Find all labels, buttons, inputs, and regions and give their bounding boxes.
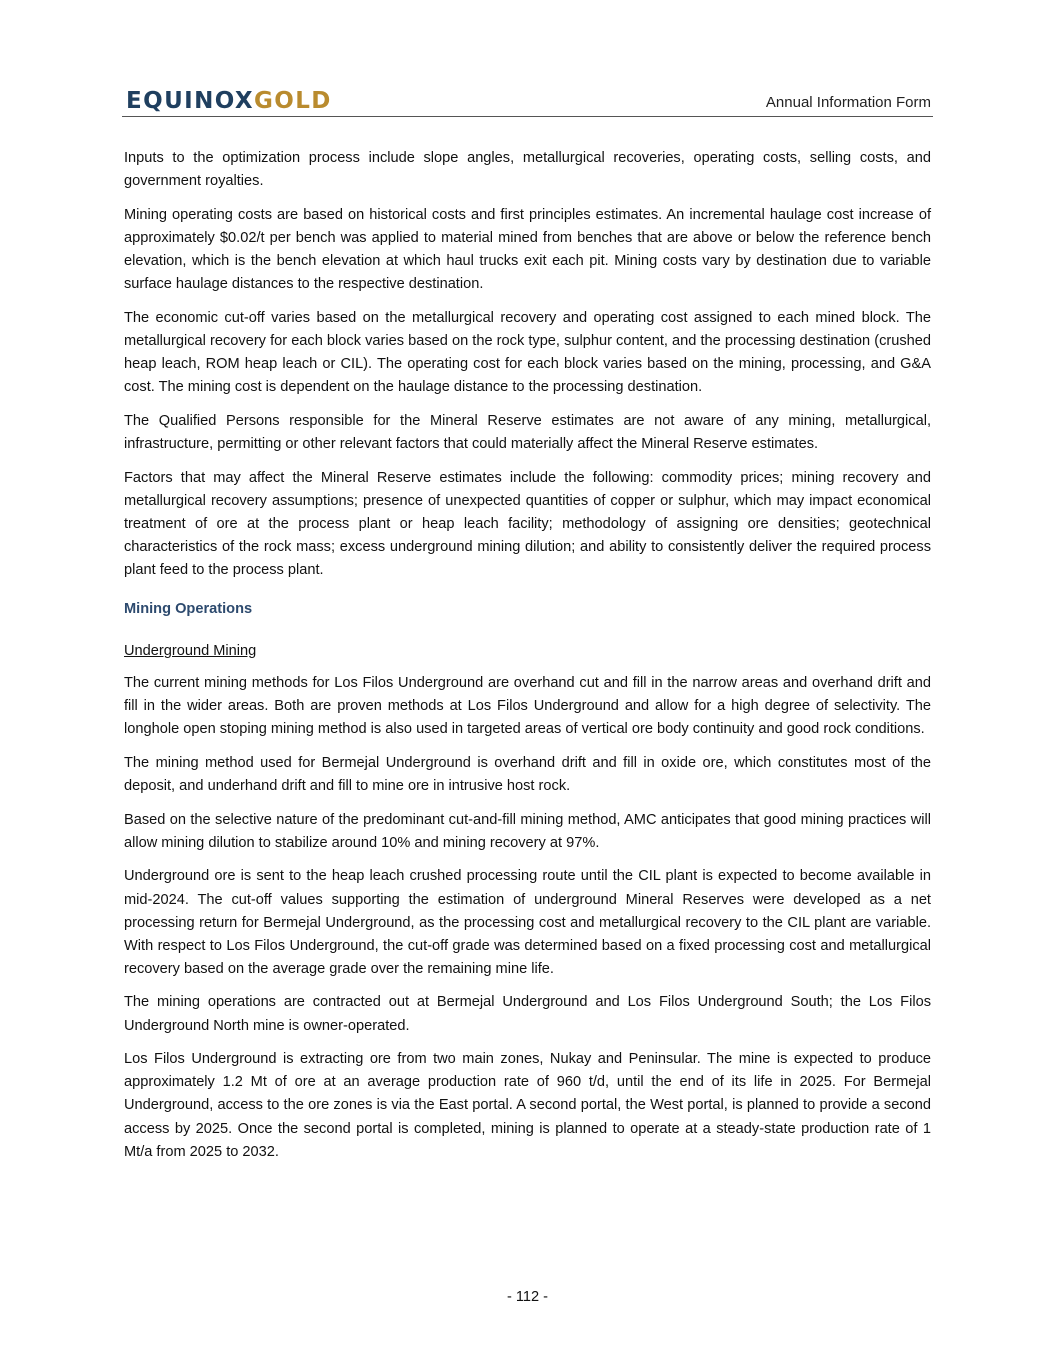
paragraph-dilution-recovery: Based on the selective nature of the predominant cut-and-fill mining method, AMC anticipates that good mining practices will allow mining dilution to stabilize around 10% and mining recovery at 97%. [124, 811, 931, 851]
paragraph-los-filos-methods: The current mining methods for Los Filos Underground are overhand cut and fill in the narrow areas and overhand drift and fill in the wider areas. Both are proven methods at Los Filos Underground and allow for a high degree of selectivity. The longhole open stoping mining method is also used in targeted areas of vertical ore body continuity and good rock conditions. [124, 674, 931, 738]
section-heading-mining-operations: Mining Operations [124, 600, 253, 617]
subheading-underground-mining: Underground Mining [124, 642, 257, 659]
logo-text-equinox: EQUINOX [126, 88, 255, 114]
paragraph-contracting: The mining operations are contracted out at Bermejal Underground and Los Filos Underground South; the Los Filos Underground North mine is owner-operated. [124, 994, 931, 1034]
paragraph-production-plan: Los Filos Underground is extracting ore from two main zones, Nukay and Peninsular. The mine is expected to produce approximately 1.2 Mt of ore at an average production rate of 960 t/d, until the end of its life in 2025. For Bermejal Underground, access to the ore zones is via the East portal. A second portal, the West portal, is planned to provide a second access by 2025. Once the second portal is completed, mining is planned to operate at a steady-state production rate of 1 Mt/a from 2025 to 2032. [124, 1051, 931, 1160]
document-title: Annual Information Form [765, 94, 931, 111]
paragraph-economic-cutoff: The economic cut-off varies based on the metallurgical recovery and operating cost assigned to each mined block. The metallurgical recovery for each block varies based on the rock type, sulphur content, and the processing destination (crushed heap leach, ROM heap leach or CIL). The operating cost for each block varies based on the mining, processing, and G&A cost. The mining cost is dependent on the haulage distance to the processing destination. [124, 309, 931, 396]
paragraph-mining-operating-costs: Mining operating costs are based on historical costs and first principles estimates. An incremental haulage cost increase of approximately $0.02/t per bench was applied to material mined from benches that are above or below the reference bench elevation, which is the bench elevation at which haul trucks exit each pit. Mining costs vary by destination due to variable surface haulage distances to the respective destination. [124, 206, 931, 293]
paragraph-qualified-persons: The Qualified Persons responsible for the Mineral Reserve estimates are not aware of any mining, metallurgical, infrastructure, permitting or other relevant factors that could materially affect the Mineral Reserve estimates. [124, 412, 931, 452]
logo-text-gold: GOLD [254, 88, 332, 114]
paragraph-reserve-factors: Factors that may affect the Mineral Reserve estimates include the following: commodity prices; mining recovery and metallurgical recovery assumptions; presence of unexpected quantities of copper or sulphur, which may impact economical treatment of ore at the process plant or heap leach facility; methodology of assigning ore densities; geotechnical characteristics of the rock mass; excess underground mining dilution; and ability to consistently deliver the required process plant feed to the process plant. [124, 469, 931, 578]
company-logo [126, 88, 332, 114]
paragraph-underground-ore-processing: Underground ore is sent to the heap leach crushed processing route until the CIL plant is expected to become available in mid-2024. The cut-off values supporting the estimation of underground Mineral Reserves were developed as a net processing return for Bermejal Underground, as the processing cost and metallurgical recovery to the CIL plant are variable. With respect to Los Filos Underground, the cut-off grade was determined based on a fixed processing cost and metallurgical recovery based on the average grade over the remaining mine life. [124, 868, 931, 977]
page-body [124, 147, 931, 1174]
page-number: - 112 - [506, 1289, 549, 1305]
paragraph-bermejal-method: The mining method used for Bermejal Underground is overhand drift and fill in oxide ore, which constitutes most of the deposit, and underhand drift and fill to mine ore in intrusive host rock. [124, 754, 931, 794]
paragraph-optimization-inputs: Inputs to the optimization process include slope angles, metallurgical recoveries, operating costs, selling costs, and government royalties. [124, 150, 931, 190]
page-header [122, 86, 933, 117]
